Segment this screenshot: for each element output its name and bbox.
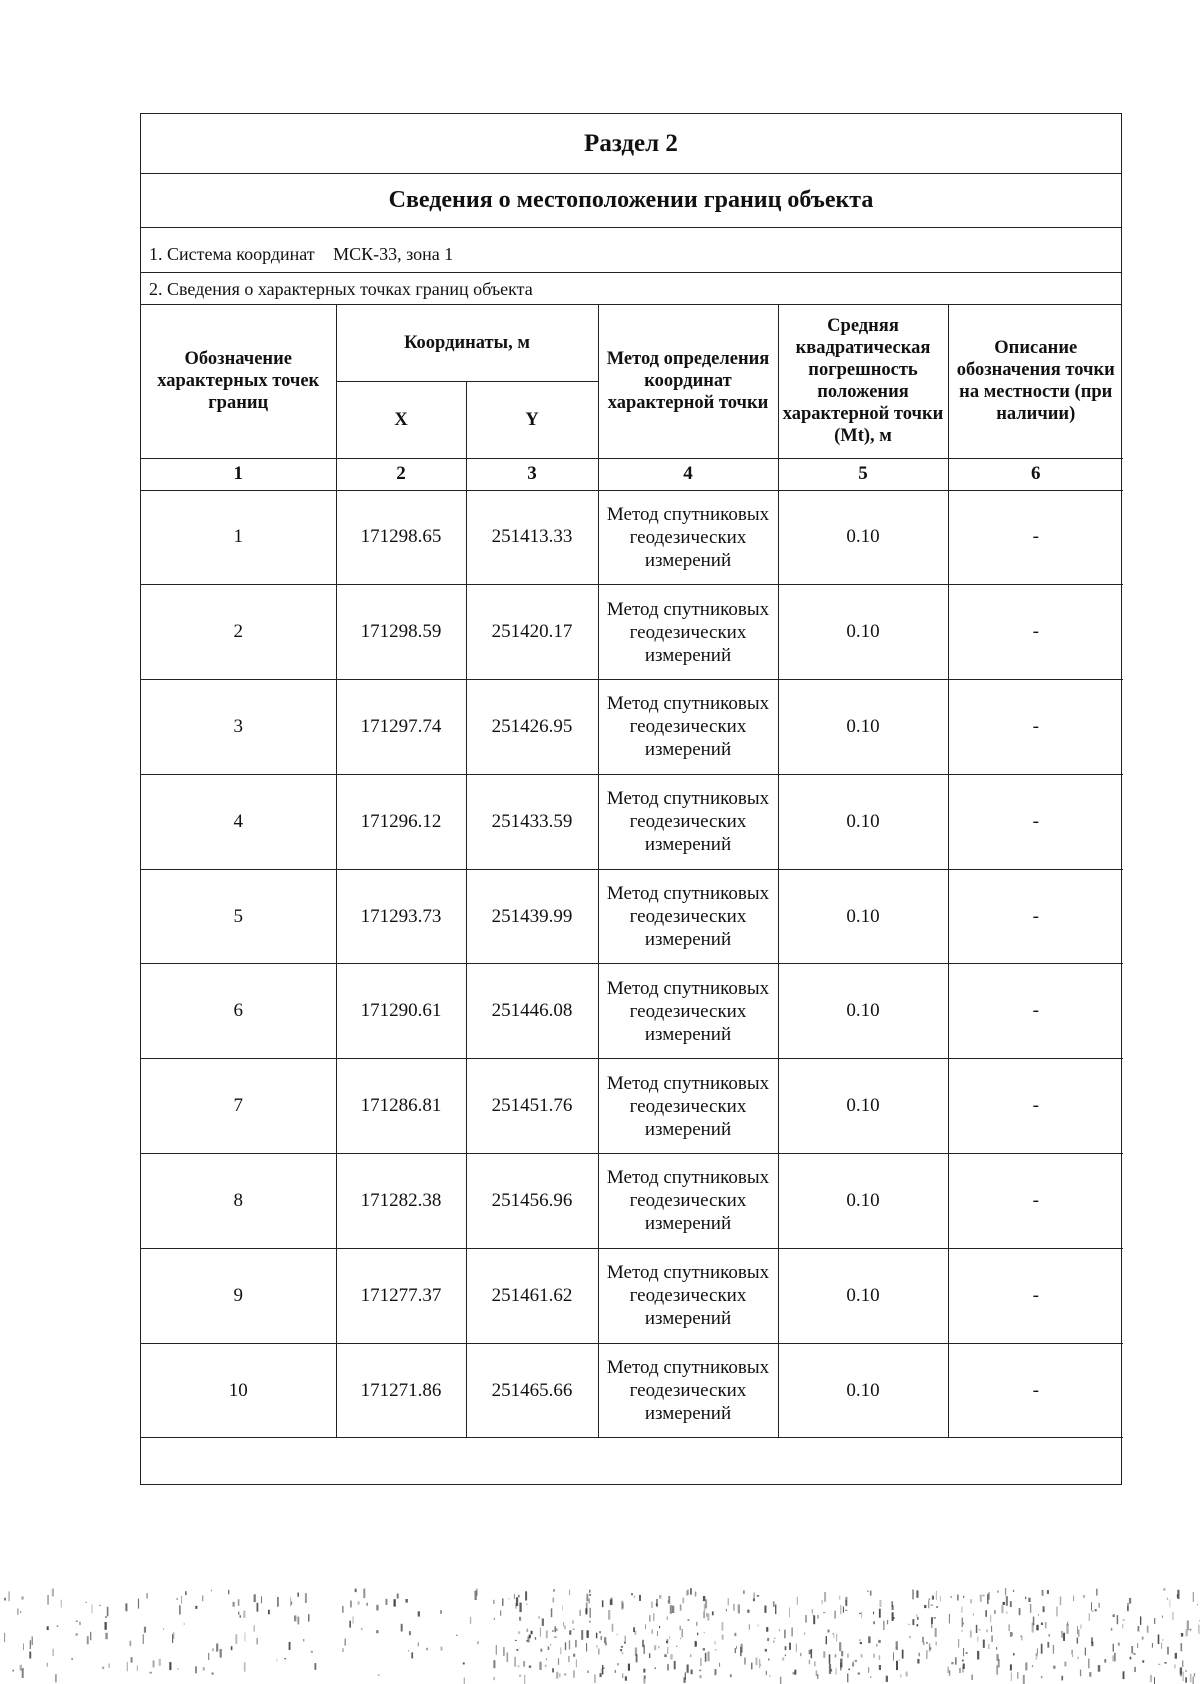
document-sheet [140, 113, 1122, 1485]
point-number: 2 [141, 585, 336, 680]
description-cell: - [948, 869, 1123, 964]
coordinate-system-label: 1. Система координат [149, 244, 315, 264]
section-title: Раздел 2 [141, 114, 1121, 174]
coordinate-x: 171286.81 [336, 1059, 466, 1154]
table-row [141, 1248, 1123, 1343]
point-number: 8 [141, 1154, 336, 1249]
description-cell: - [948, 680, 1123, 775]
coordinate-y: 251461.62 [466, 1248, 598, 1343]
error-value: 0.10 [778, 1059, 948, 1154]
method-cell: Метод спутниковых геодезических измерений [598, 774, 778, 869]
coordinate-x: 171282.38 [336, 1154, 466, 1249]
header-error: Средняя квадратическая погрешность положения характерной точки (Mt), м [778, 305, 948, 458]
coordinate-x: 171296.12 [336, 774, 466, 869]
point-number: 7 [141, 1059, 336, 1154]
description-cell: - [948, 964, 1123, 1059]
error-value: 0.10 [778, 585, 948, 680]
coordinate-y: 251433.59 [466, 774, 598, 869]
coordinate-y: 251451.76 [466, 1059, 598, 1154]
coordinate-x: 171277.37 [336, 1248, 466, 1343]
coordinate-x: 171298.59 [336, 585, 466, 680]
error-value: 0.10 [778, 1154, 948, 1249]
column-number: 3 [466, 458, 598, 490]
coordinate-x: 171293.73 [336, 869, 466, 964]
error-value: 0.10 [778, 1343, 948, 1438]
description-cell: - [948, 1154, 1123, 1249]
table-row [141, 680, 1123, 775]
column-number: 4 [598, 458, 778, 490]
table-row [141, 585, 1123, 680]
column-number: 1 [141, 458, 336, 490]
method-cell: Метод спутниковых геодезических измерений [598, 964, 778, 1059]
point-number: 6 [141, 964, 336, 1059]
error-value: 0.10 [778, 490, 948, 585]
column-number: 6 [948, 458, 1123, 490]
error-value: 0.10 [778, 869, 948, 964]
point-number: 5 [141, 869, 336, 964]
document-heading: Сведения о местоположении границ объекта [141, 174, 1121, 228]
error-value: 0.10 [778, 680, 948, 775]
coordinate-y: 251413.33 [466, 490, 598, 585]
coordinate-x: 171271.86 [336, 1343, 466, 1438]
description-cell: - [948, 490, 1123, 585]
method-cell: Метод спутниковых геодезических измерений [598, 585, 778, 680]
header-x: X [336, 381, 466, 458]
table-row [141, 774, 1123, 869]
coordinate-y: 251456.96 [466, 1154, 598, 1249]
coordinate-x: 171290.61 [336, 964, 466, 1059]
description-cell: - [948, 774, 1123, 869]
header-designation: Обозначение характерных точек границ [141, 305, 336, 458]
table-row [141, 869, 1123, 964]
table-row [141, 1343, 1123, 1438]
boundary-points-table [141, 305, 1123, 1438]
coordinate-system-line [141, 228, 1121, 273]
method-cell: Метод спутниковых геодезических измерений [598, 869, 778, 964]
description-cell: - [948, 1343, 1123, 1438]
point-number: 9 [141, 1248, 336, 1343]
method-cell: Метод спутниковых геодезических измерений [598, 1248, 778, 1343]
column-number: 2 [336, 458, 466, 490]
point-number: 1 [141, 490, 336, 585]
error-value: 0.10 [778, 774, 948, 869]
header-method: Метод определения координат характерной точки [598, 305, 778, 458]
coordinate-system-value: МСК-33, зона 1 [333, 244, 454, 264]
table-row [141, 1154, 1123, 1249]
points-info-line: 2. Сведения о характерных точках границ объекта [141, 273, 1121, 305]
header-coordinates: Координаты, м [336, 305, 598, 381]
description-cell: - [948, 585, 1123, 680]
coordinate-y: 251426.95 [466, 680, 598, 775]
error-value: 0.10 [778, 964, 948, 1059]
column-number: 5 [778, 458, 948, 490]
point-number: 3 [141, 680, 336, 775]
table-row [141, 490, 1123, 585]
point-number: 4 [141, 774, 336, 869]
coordinate-y: 251420.17 [466, 585, 598, 680]
coordinate-y: 251465.66 [466, 1343, 598, 1438]
table-row [141, 1059, 1123, 1154]
header-y: Y [466, 381, 598, 458]
table-footer-space [141, 1438, 1121, 1484]
header-description: Описание обозначения точки на местности (при наличии) [948, 305, 1123, 458]
method-cell: Метод спутниковых геодезических измерений [598, 1343, 778, 1438]
error-value: 0.10 [778, 1248, 948, 1343]
method-cell: Метод спутниковых геодезических измерений [598, 1059, 778, 1154]
description-cell: - [948, 1059, 1123, 1154]
coordinate-y: 251439.99 [466, 869, 598, 964]
method-cell: Метод спутниковых геодезических измерений [598, 490, 778, 585]
coordinate-y: 251446.08 [466, 964, 598, 1059]
description-cell: - [948, 1248, 1123, 1343]
point-number: 10 [141, 1343, 336, 1438]
coordinate-x: 171298.65 [336, 490, 466, 585]
table-row [141, 964, 1123, 1059]
coordinate-x: 171297.74 [336, 680, 466, 775]
method-cell: Метод спутниковых геодезических измерений [598, 680, 778, 775]
method-cell: Метод спутниковых геодезических измерений [598, 1154, 778, 1249]
scan-noise-strip [0, 1588, 1200, 1684]
